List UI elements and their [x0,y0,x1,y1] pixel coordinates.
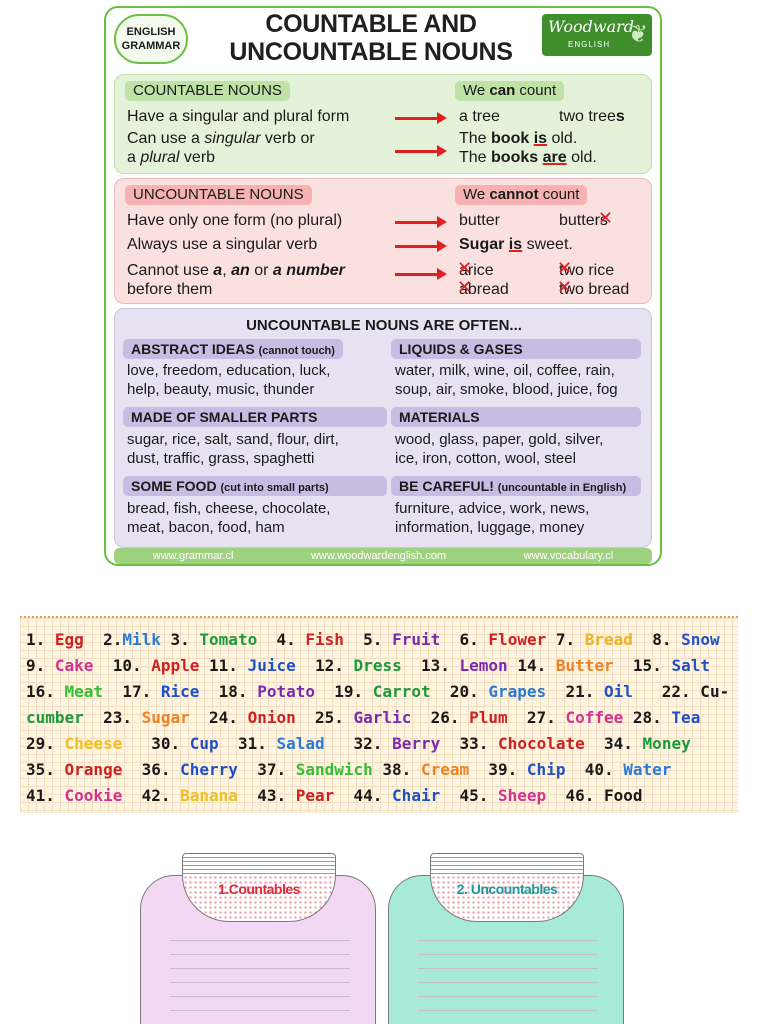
word-list-word: 8. [632,630,682,649]
word-list-word: Fish [305,630,344,649]
word-list-word: 23. [83,708,142,727]
word-list-word: Cream [420,760,470,779]
word-list-word: 14. [507,656,556,675]
materials-tag: MATERIALS [391,407,641,427]
uncountable-example-1a: butter [459,212,500,229]
word-list-word: 22. Cu- [632,682,730,701]
word-list-word: 26. [411,708,470,727]
parts-line-1: sugar, rice, salt, sand, flour, dirt, [127,431,339,448]
word-list-word: Tea [671,708,701,727]
word-list-word: 6. [440,630,489,649]
word-list-word: Milk [122,630,161,649]
word-list-word: 13. [401,656,460,675]
countable-example-3: The books are old. [459,149,597,166]
word-list-word: Cookie [64,786,123,805]
word-list-line [26,760,671,779]
countable-example-2: The book is old. [459,130,578,147]
word-list-word: Carrot [372,682,431,701]
word-list-word: 45. [440,786,499,805]
footer-link: www.vocabulary.cl [523,550,614,562]
countable-rule-3: a plural verb [127,149,216,166]
careful-tag: BE CAREFUL! (uncountable in English) [391,476,641,496]
fern-icon: ❦ [627,21,648,48]
word-list-word: 21. [546,682,604,701]
word-list-word: Fruit [392,630,441,649]
word-list-word: 37. [237,760,296,779]
food-line-1: bread, fish, cheese, chocolate, [127,500,331,517]
arrow-icon [395,117,441,120]
materials-line-2: ice, iron, cotton, wool, steel [395,450,576,467]
word-list-word: Grapes [488,682,547,701]
food-tag: SOME FOOD (cut into small parts) [123,476,387,496]
word-list-word: Sandwich [295,760,373,779]
word-list-word: Butter [555,656,614,675]
uncountable-rule-3: Cannot use a, an or a number [127,262,345,279]
word-list-word: Chip [526,760,566,779]
uncountable-rule-4: before them [127,281,213,298]
uncountable-example-3a: a ✕rice [459,261,494,281]
uncountable-rule-2: Always use a singular verb [127,236,318,253]
liquids-line-2: soup, air, smoke, blood, juice, fog [395,381,618,398]
word-list-word: 27. [507,708,566,727]
word-list-word: Salt [671,656,710,675]
uncountable-tag: UNCOUNTABLE NOUNS [125,185,312,205]
word-list-word: Onion [247,708,296,727]
word-list-word: 18. [199,682,258,701]
uncountable-example-3b: two ✕ rice [559,261,614,281]
word-list-word: Garlic [353,708,412,727]
uncountable-example-4a: a ✕bread [459,280,509,300]
word-list-word: 20. [430,682,489,701]
uncountable-panel [114,178,652,304]
food-line-2: meat, bacon, food, ham [127,519,285,536]
word-list-word: Dress [353,656,402,675]
word-list-word: Berry [392,734,441,753]
footer-link: www.woodwardenglish.com [310,550,447,562]
word-list-line [26,786,643,805]
word-list-word: 38. [372,760,421,779]
word-list-word: 3. [160,630,200,649]
uncountable-example-2: Sugar is sweet. [459,236,573,253]
word-list-word: 2. [83,630,123,649]
word-list-word: 7. [546,630,585,649]
countable-rule-2: Can use a singular verb or [127,130,315,147]
word-list-line [26,630,720,649]
word-list-word: 10. [93,656,152,675]
word-list-word: Salad [276,734,325,753]
word-list-word: 19. [314,682,373,701]
word-list-word: 36. [122,760,181,779]
word-list-line [26,734,691,753]
word-list-word: 25. [295,708,354,727]
word-list-word: 39. [469,760,527,779]
word-list-word: 44. [334,786,393,805]
word-list-word: Cake [54,656,94,675]
countable-example-1a: a tree [459,108,500,125]
word-list-word: 5. [343,630,393,649]
word-list-word: cumber [26,708,84,727]
grammar-poster [104,6,662,566]
word-list-word: 12. [295,656,354,675]
word-list-word: 1. [26,630,55,649]
abstract-tag: ABSTRACT IDEAS (cannot touch) [123,339,343,359]
woodward-logo: Woodward ENGLISH ❦ [542,14,652,56]
countables-label: 1.Countables [182,875,336,922]
word-list-word: 28. [623,708,672,727]
parts-tag: MADE OF SMALLER PARTS [123,407,387,427]
word-list-word: 33. [440,734,499,753]
materials-line-1: wood, glass, paper, gold, silver, [395,431,604,448]
word-list-word: Juice [247,656,296,675]
word-list-word: Cup [189,734,219,753]
word-list-word: 34. [584,734,643,753]
word-list-word: Cheese [64,734,123,753]
careful-line-1: furniture, advice, work, news, [395,500,590,517]
can-count-tag: We can count [455,81,564,101]
cannot-count-tag: We cannot count [455,185,587,205]
word-list-word: 16. [26,682,65,701]
word-list-line [26,656,710,675]
countable-example-1b: two trees [559,108,625,125]
countable-rule-1: Have a singular and plural form [127,108,350,125]
word-list-word: Lemon [459,656,508,675]
word-list-word: 11. [199,656,248,675]
word-list-word: 40. [565,760,624,779]
countable-panel [114,74,652,174]
footer-link: www.grammar.cl [152,550,234,562]
abstract-line-1: love, freedom, education, luck, [127,362,331,379]
word-list-word: 4. [257,630,306,649]
arrow-icon [395,150,441,153]
word-list-word: Sugar [141,708,190,727]
word-list-word: 32. [324,734,393,753]
word-list-word: 43. [237,786,296,805]
numbered-word-list [20,616,738,813]
parts-line-2: dust, traffic, grass, spaghetti [127,450,315,467]
uncountables-label: 2. Uncountables [430,875,584,922]
english-grammar-badge: ENGLISH GRAMMAR [114,14,188,64]
arrow-icon [395,273,441,276]
word-list-word: Water [623,760,672,779]
word-list-word: Snow [681,630,720,649]
arrow-icon [395,245,441,248]
word-list-word: Money [642,734,691,753]
word-list-word: Flower [488,630,547,649]
often-title: UNCOUNTABLE NOUNS ARE OFTEN... [246,317,522,334]
word-list-line [26,708,700,727]
word-list-word: Food [603,786,643,805]
word-list-word: 15. [613,656,672,675]
word-list-word: Bread [584,630,633,649]
word-list-word: Apple [151,656,200,675]
word-list-word: 24. [189,708,248,727]
uncountables-jar [388,853,624,1024]
word-list-word: 35. [26,760,65,779]
word-list-word: 46. [546,786,604,805]
uncountable-rule-1: Have only one form (no plural) [127,212,343,229]
arrow-icon [395,221,441,224]
word-list-word: Tomato [199,630,258,649]
word-list-word: Banana [180,786,238,805]
word-list-word: Potato [257,682,315,701]
abstract-line-2: help, beauty, music, thunder [127,381,315,398]
careful-line-2: information, luggage, money [395,519,585,536]
word-list-word: 42. [122,786,181,805]
word-list-word: Oil [603,682,633,701]
word-list-word: 31. [218,734,277,753]
word-list-word: 17. [103,682,161,701]
liquids-line-1: water, milk, wine, oil, coffee, rain, [395,362,615,379]
word-list-word: Meat [64,682,104,701]
word-list-word: Chair [392,786,441,805]
word-list-word: Pear [295,786,335,805]
word-list-word: Rice [160,682,200,701]
word-list-word: Sheep [498,786,547,805]
word-list-word: 9. [26,656,55,675]
word-list-word: Chocolate [498,734,585,753]
word-list-word: Plum [469,708,508,727]
countable-tag: COUNTABLE NOUNS [125,81,290,101]
word-list-word: Orange [64,760,123,779]
poster-title: COUNTABLE AND UNCOUNTABLE NOUNS [229,10,513,66]
writing-lines[interactable] [170,927,350,1022]
word-list-line [26,682,729,701]
word-list-word: Egg [54,630,84,649]
word-list-word: 29. [26,734,65,753]
word-list-word: Cherry [180,760,238,779]
writing-lines[interactable] [418,927,598,1022]
countables-jar [140,853,376,1024]
liquids-tag: LIQUIDS & GASES [391,339,641,359]
word-list-word: 30. [122,734,190,753]
uncountable-example-1b: butters ✕ [559,211,608,231]
uncountable-example-4b: two ✕ bread [559,280,629,300]
word-list-word: Coffee [565,708,624,727]
word-list-word: 41. [26,786,65,805]
poster-footer [114,548,652,564]
often-panel [114,308,652,548]
